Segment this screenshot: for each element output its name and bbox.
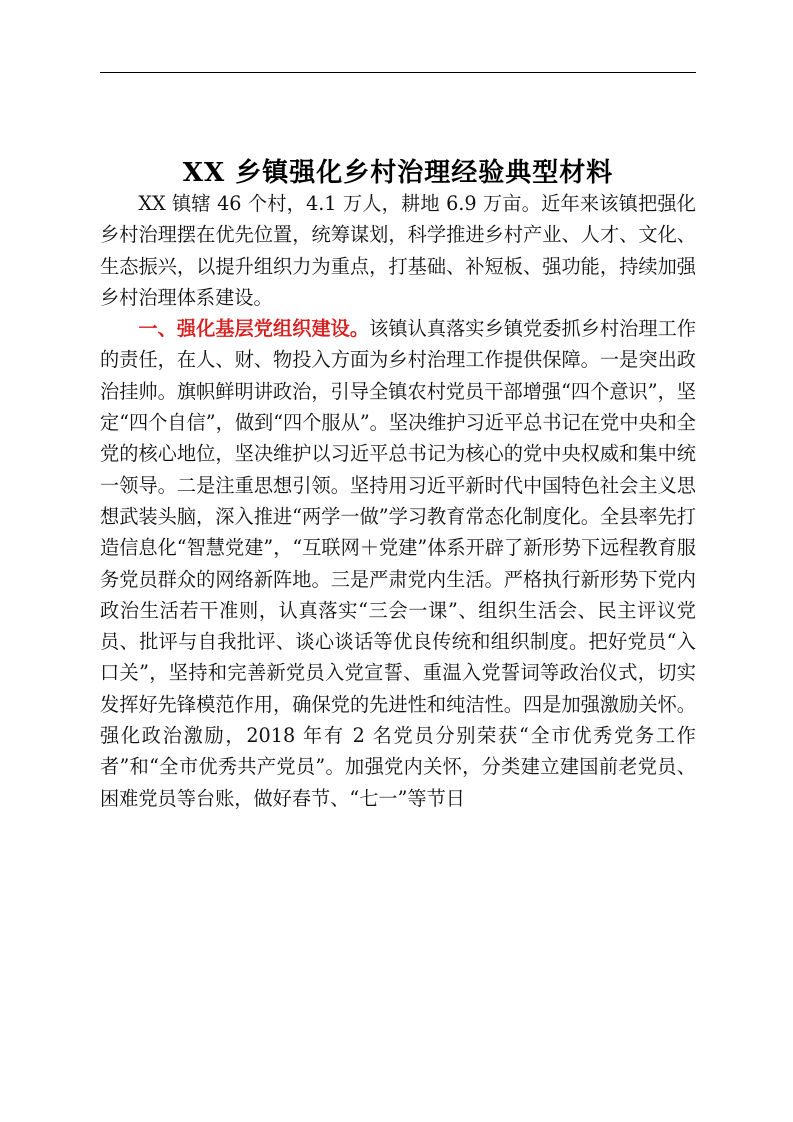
document-body	[100, 188, 696, 814]
section1-heading: 一、强化基层党组织建设。	[138, 317, 370, 341]
document-title: XX 乡镇强化乡村治理经验典型材料	[182, 158, 614, 188]
intro-paragraph: XX 镇辖 46 个村，4.1 万人，耕地 6.9 万亩。近年来该镇把强化乡村治理摆在优先位置，统筹谋划，科学推进乡村产业、人才、文化、生态振兴，以提升组织力为重点，打基础、补短板、强功能，持续加强乡村治理体系建设。	[100, 192, 696, 309]
section1-body: 该镇认真落实乡镇党委抓乡村治理工作的责任，在人、财、物投入方面为乡村治理工作提供保障。一是突出政治挂帅。旗帜鲜明讲政治，引导全镇农村党员干部增强“四个意识”，坚定“四个自信”，做到“四个服从”。坚决维护习近平总书记在党中央和全党的核心地位，坚决维护以习近平总书记为核心的党中央权威和集中统一领导。二是注重思想引领。坚持用习近平新时代中国特色社会主义思想武装头脑，深入推进“两学一做”学习教育常态化制度化。全县率先打造信息化“智慧党建”，“互联网＋党建”体系开辟了新形势下远程教育服务党员群众的网络新阵地。三是严肃党内生活。严格执行新形势下党内政治生活若干准则，认真落实“三会一课”、组织生活会、民主评议党员、批评与自我批评、谈心谈话等优良传统和组织制度。把好党员“入口关”，坚持和完善新党员入党宣誓、重温入党誓词等政治仪式，切实发挥好先锋模范作用，确保党的先进性和纯洁性。四是加强激励关怀。强化政治激励，2018 年有 2 名党员分别荣获“全市优秀党务工作者”和“全市优秀共产党员”。加强党内关怀，分类建立建国前老党员、困难党员等台账，做好春节、“七一”等节日	[100, 317, 697, 810]
section1-paragraph	[100, 313, 696, 814]
header-rule	[100, 72, 696, 73]
